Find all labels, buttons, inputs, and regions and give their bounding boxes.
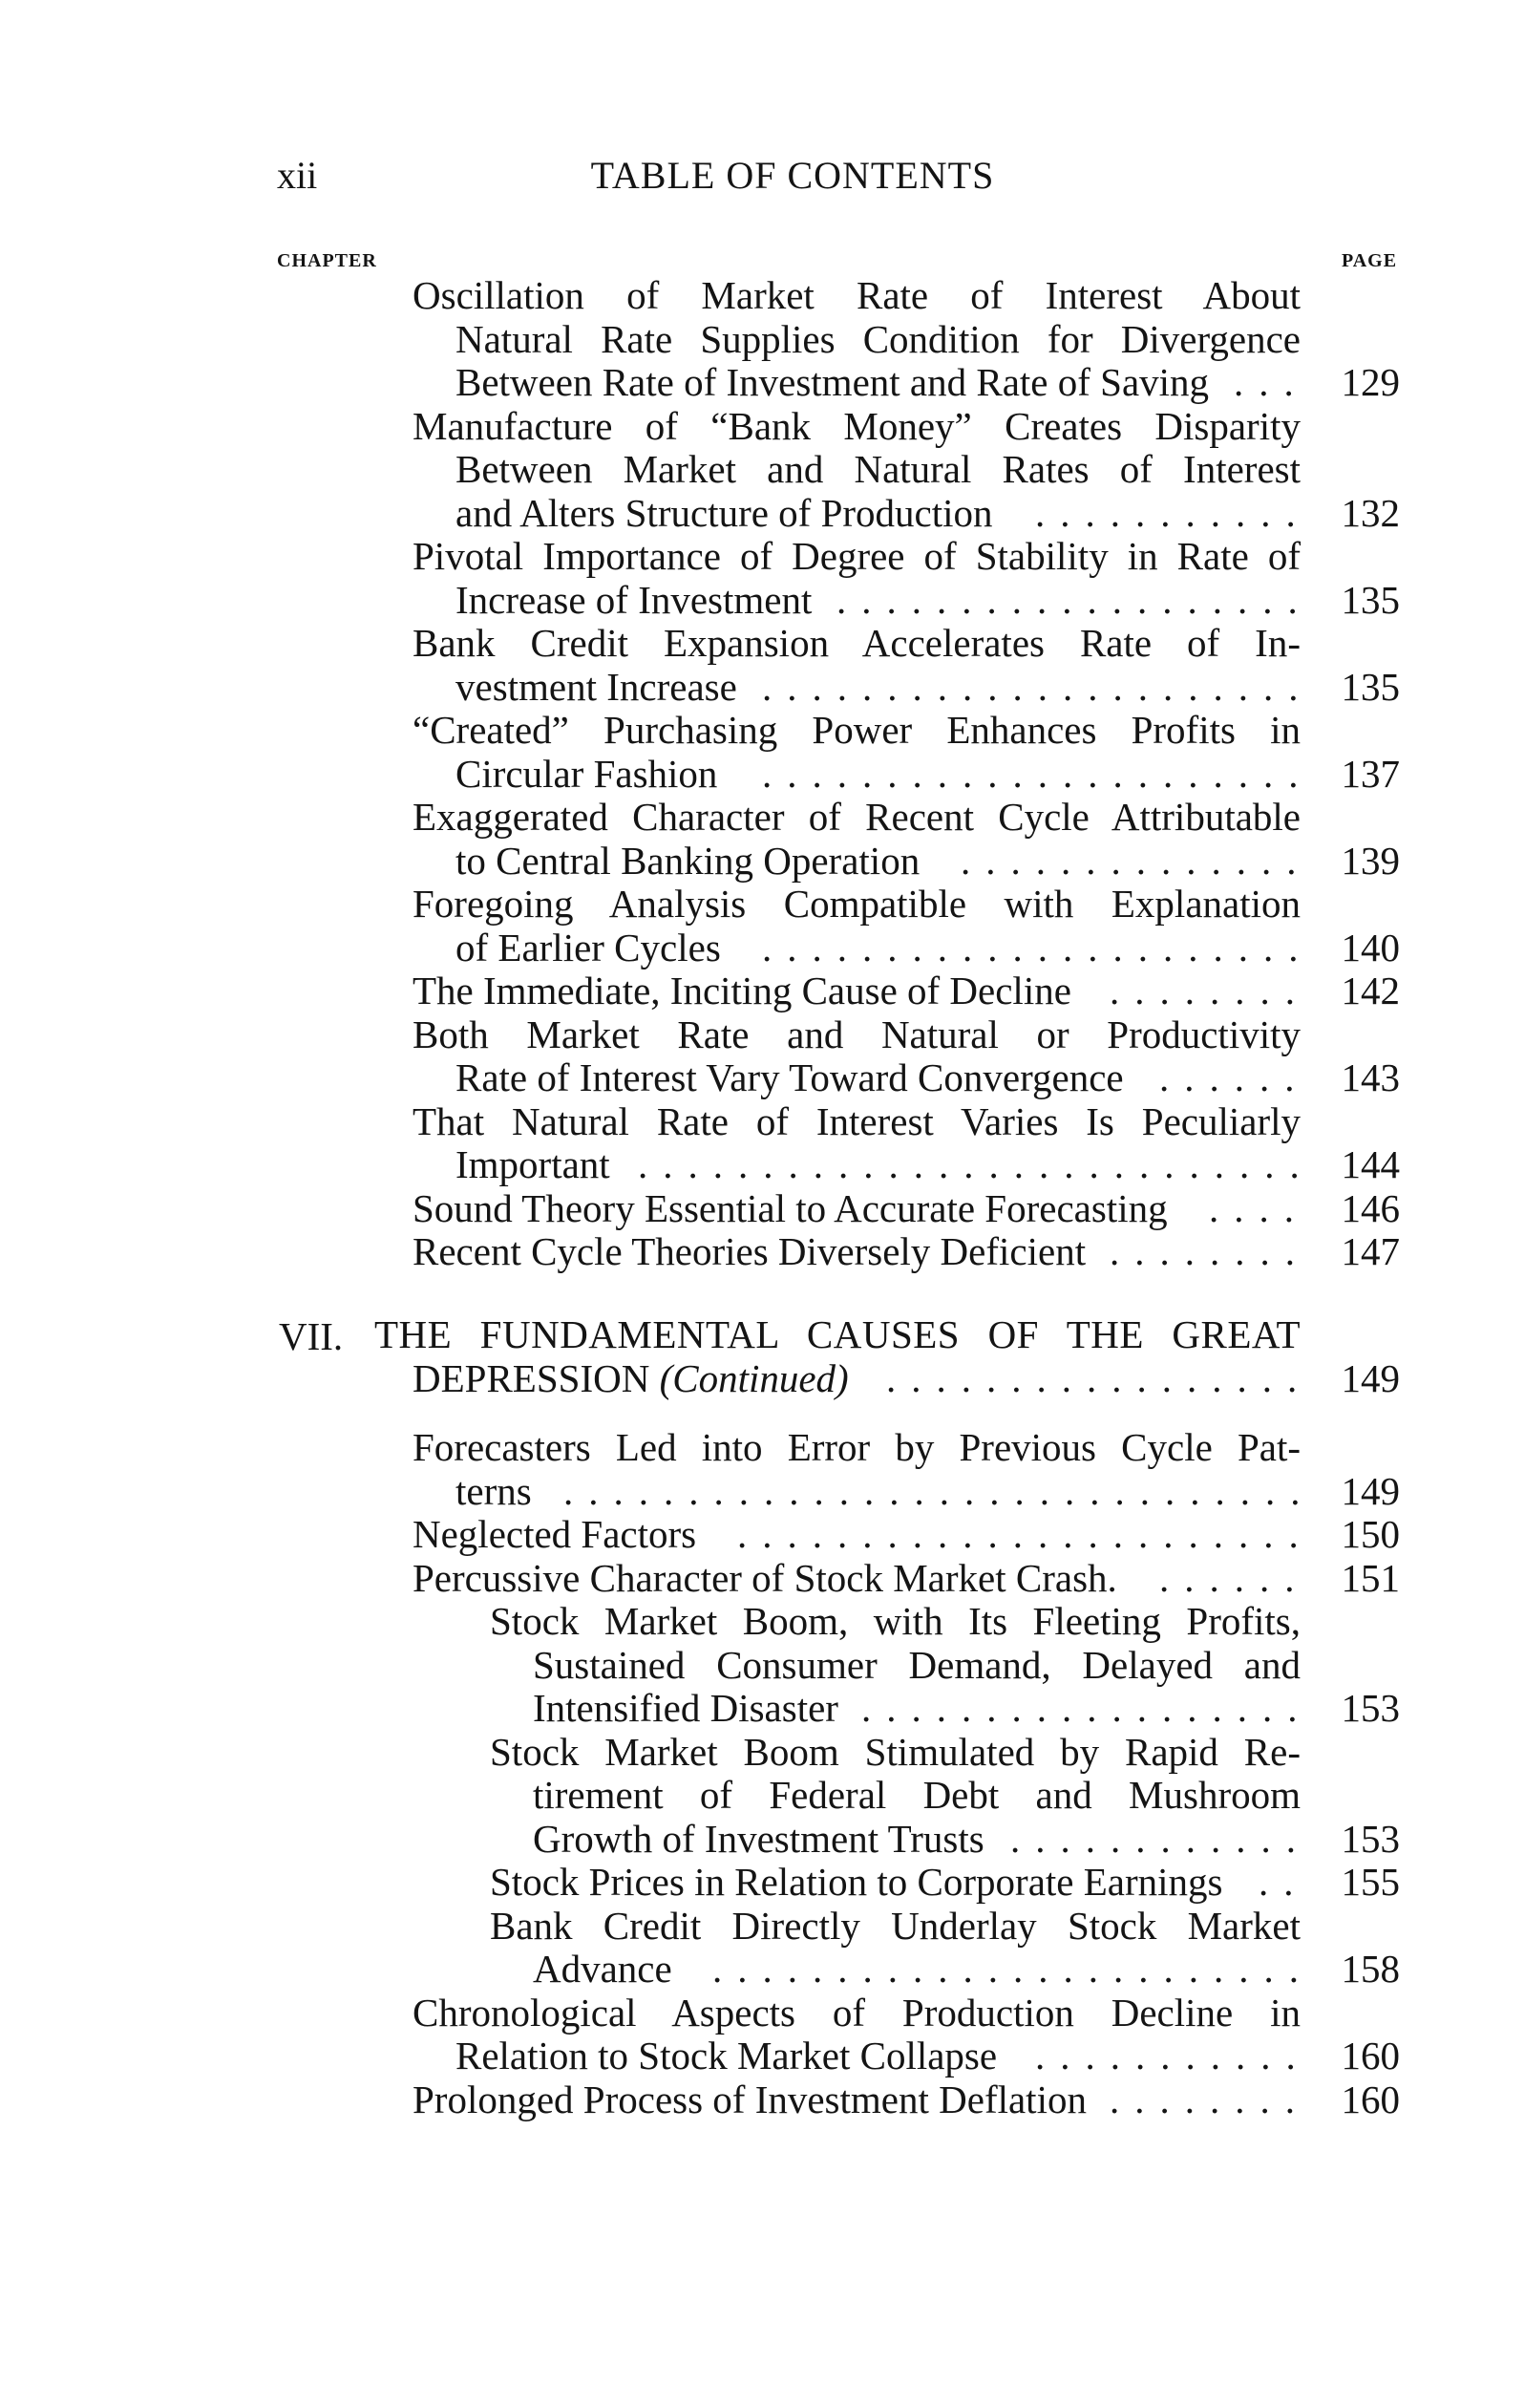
dot-leader: ........................ bbox=[712, 1947, 1314, 1991]
page-number: xii bbox=[277, 154, 318, 197]
entry-line: Forecasters Led into Error by Previous Cycle Pat- bbox=[413, 1425, 1301, 1469]
dot-leader: ...... bbox=[1159, 1555, 1310, 1600]
entry-line: Growth of Investment Trusts bbox=[533, 1816, 984, 1861]
dot-leader: ........ bbox=[1110, 1229, 1310, 1273]
dot-leader: ........ bbox=[1110, 2077, 1310, 2121]
entry-line: Intensified Disaster bbox=[533, 1686, 838, 1730]
dot-leader: ....................... bbox=[737, 1512, 1314, 1556]
entry-line: Bank Credit Directly Underlay Stock Market bbox=[490, 1903, 1301, 1948]
page-reference: 147 bbox=[1341, 1229, 1400, 1273]
dot-leader: ................... bbox=[836, 577, 1313, 622]
dot-leader: ........... bbox=[1035, 2034, 1311, 2078]
entry-line: Stock Prices in Relation to Corporate Earnings bbox=[490, 1860, 1223, 1904]
entry-line: That Natural Rate of Interest Varies Is Peculiarly bbox=[413, 1098, 1301, 1143]
page-reference: 158 bbox=[1341, 1947, 1400, 1991]
entry-line: Neglected Factors bbox=[413, 1512, 697, 1556]
entry-line: Both Market Rate and Natural or Productivity bbox=[413, 1012, 1301, 1056]
page-reference: 142 bbox=[1341, 969, 1400, 1012]
entry-line: Rate of Interest Vary Toward Convergence bbox=[455, 1055, 1124, 1099]
entry-line: Pivotal Importance of Degree of Stability in Rate of bbox=[413, 534, 1301, 578]
entry-line: Important bbox=[455, 1142, 610, 1186]
entry-line: “Created” Purchasing Power Enhances Profits in bbox=[413, 708, 1301, 752]
entry-line: Circular Fashion bbox=[455, 751, 718, 796]
entry-line: Between Rate of Investment and Rate of Saving bbox=[455, 360, 1210, 404]
entry-line: Sustained Consumer Demand, Delayed and bbox=[533, 1642, 1301, 1687]
entry-line: Oscillation of Market Rate of Interest About bbox=[413, 273, 1301, 317]
entry-line: Advance bbox=[533, 1947, 672, 1991]
dot-leader: .................. bbox=[861, 1686, 1313, 1730]
dot-leader: ...................... bbox=[762, 925, 1314, 970]
page-reference: 146 bbox=[1341, 1185, 1400, 1230]
entry-line: Stock Market Boom Stimulated by Rapid Re- bbox=[490, 1729, 1301, 1774]
page-reference: 143 bbox=[1341, 1055, 1400, 1099]
entry-line: Prolonged Process of Investment Deflation bbox=[413, 2077, 1087, 2121]
dot-leader: ........... bbox=[1035, 490, 1311, 535]
page-column-label: PAGE bbox=[1342, 250, 1398, 271]
page-reference: 155 bbox=[1341, 1860, 1400, 1904]
entry-line: of Earlier Cycles bbox=[455, 925, 721, 970]
entry-line: Manufacture of “Bank Money” Creates Disparity bbox=[413, 403, 1301, 448]
entry-line: vestment Increase bbox=[455, 664, 737, 709]
dot-leader: ............ bbox=[1010, 1816, 1311, 1861]
entry-line: Stock Market Boom, with Its Fleeting Profits, bbox=[490, 1599, 1301, 1643]
dot-leader: ... bbox=[1234, 360, 1309, 404]
page-reference: 153 bbox=[1341, 1816, 1400, 1861]
chapter-title-suffix: (Continued) bbox=[659, 1356, 849, 1400]
chapter-column-label: CHAPTER bbox=[277, 250, 377, 271]
entry-line: and Alters Structure of Production bbox=[455, 490, 993, 535]
page-reference: 135 bbox=[1341, 664, 1400, 709]
entry-line: tirement of Federal Debt and Mushroom bbox=[533, 1773, 1301, 1817]
entry-line: Percussive Character of Stock Market Crash. bbox=[413, 1555, 1117, 1600]
dot-leader: .............................. bbox=[563, 1468, 1316, 1513]
page-reference: 144 bbox=[1341, 1142, 1400, 1186]
running-title: TABLE OF CONTENTS bbox=[590, 154, 995, 197]
entry-line: THE FUNDAMENTAL CAUSES OF THE GREAT bbox=[374, 1312, 1301, 1356]
chapter-title-line2 bbox=[413, 1357, 849, 1401]
entry-line: The Immediate, Inciting Cause of Decline bbox=[413, 969, 1071, 1012]
page-reference: 160 bbox=[1341, 2034, 1400, 2078]
page-reference: 132 bbox=[1341, 490, 1400, 535]
chapter-number: VII. bbox=[279, 1314, 344, 1358]
dot-leader: ...... bbox=[1159, 1055, 1310, 1099]
entry-line: Chronological Aspects of Production Decline in bbox=[413, 1990, 1301, 2035]
chapter-title: DEPRESSION bbox=[413, 1356, 660, 1400]
entry-line: Between Market and Natural Rates of Interest bbox=[455, 447, 1301, 491]
entry-line: terns bbox=[455, 1468, 532, 1513]
entry-line: Recent Cycle Theories Diversely Deficient bbox=[413, 1229, 1087, 1273]
page-reference: 149 bbox=[1341, 1356, 1400, 1400]
dot-leader: .... bbox=[1209, 1185, 1309, 1230]
page-header bbox=[277, 153, 1308, 210]
entry-line: Foregoing Analysis Compatible with Explanation bbox=[413, 882, 1301, 926]
dot-leader: ...................... bbox=[762, 664, 1314, 709]
dot-leader: .. bbox=[1259, 1860, 1309, 1904]
dot-leader: ........................... bbox=[638, 1142, 1315, 1186]
entry-line: Sound Theory Essential to Accurate Forecasting bbox=[413, 1185, 1168, 1230]
entry-line: Relation to Stock Market Collapse bbox=[455, 2034, 998, 2078]
page-reference: 129 bbox=[1341, 360, 1400, 404]
entry-line: Exaggerated Character of Recent Cycle Attributable bbox=[413, 795, 1301, 839]
page-reference: 140 bbox=[1341, 925, 1400, 970]
page-reference: 135 bbox=[1341, 577, 1400, 622]
entry-line: Natural Rate Supplies Condition for Divergence bbox=[455, 316, 1301, 361]
dot-leader: ...................... bbox=[762, 751, 1314, 796]
page-reference: 151 bbox=[1341, 1555, 1400, 1600]
entry-line: Increase of Investment bbox=[455, 577, 813, 622]
page-reference: 150 bbox=[1341, 1512, 1400, 1556]
page-reference: 149 bbox=[1341, 1468, 1400, 1513]
page-reference: 139 bbox=[1341, 838, 1400, 883]
dot-leader: ................. bbox=[886, 1356, 1313, 1400]
entry-line: to Central Banking Operation bbox=[455, 838, 921, 883]
dot-leader: ........ bbox=[1110, 969, 1310, 1012]
page-reference: 160 bbox=[1341, 2077, 1400, 2121]
entry-line: Bank Credit Expansion Accelerates Rate of In- bbox=[413, 621, 1301, 665]
dot-leader: .............. bbox=[961, 838, 1312, 883]
page-reference: 153 bbox=[1341, 1686, 1400, 1730]
page-reference: 137 bbox=[1341, 751, 1400, 796]
